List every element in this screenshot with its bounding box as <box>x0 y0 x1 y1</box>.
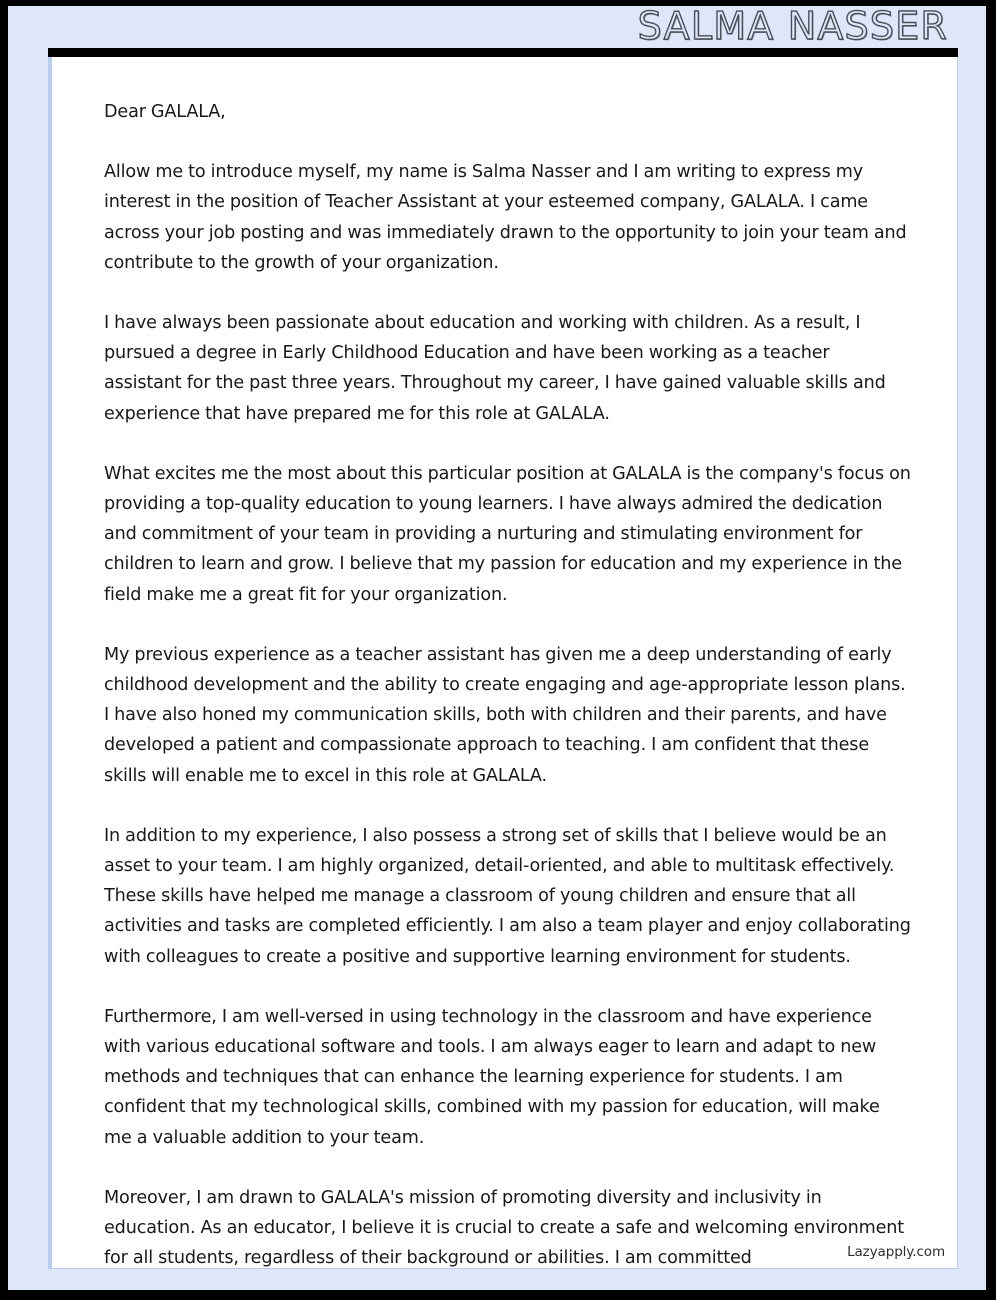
letter-paragraph: Allow me to introduce myself, my name is Salma Nasser and I am writing to express my interest in the position of Teacher Assistant at your esteemed company, GALALA. I came across your job posting and was immediately drawn to the opportunity to join your team and contribute to the growth of your organization. <box>104 162 907 273</box>
letterhead <box>8 6 986 48</box>
letter-paragraph: Moreover, I am drawn to GALALA's mission of promoting diversity and inclusivity in education. As an educator, I believe it is crucial to create a safe and welcoming environment for all students, regardless of their background or abilities. I am committed <box>104 1187 904 1269</box>
candidate-name: SALMA NASSER <box>637 6 948 48</box>
letter-paragraph: Furthermore, I am well-versed in using technology in the classroom and have experience with various educational software and tools. I am always eager to learn and adapt to new methods and techniques that can enhance the learning experience for students. I am confident that my technological skills, combined with my passion for education, will make me a valuable addition to your team. <box>104 1006 880 1148</box>
lazyapply-watermark: Lazyapply.com <box>847 1244 945 1260</box>
letter-paragraph: In addition to my experience, I also possess a strong set of skills that I believe would be an asset to your team. I am highly organized, detail-oriented, and able to multitask effectively. These skills have helped me manage a classroom of young children and ensure that all activities and tasks are completed efficiently. I am also a team player and enjoy collaborating with colleagues to create a positive and supportive learning environment for students. <box>104 825 911 967</box>
letter-paragraph: What excites me the most about this particular position at GALALA is the company's focus on providing a top-quality education to young learners. I have always admired the dedication and commitment of your team in providing a nurturing and stimulating environment for children to learn and grow. I believe that my passion for education and my experience in the field make me a great fit for your organization. <box>104 463 911 605</box>
letterhead-divider <box>48 48 958 57</box>
letter-paragraph: My previous experience as a teacher assistant has given me a deep understanding of early childhood development and the ability to create engaging and age-appropriate lesson plans. I have also honed my communication skills, both with children and their parents, and have developed a patient and compassionate approach to teaching. I am confident that these skills will enable me to excel in this role at GALALA. <box>104 644 906 786</box>
letter-body <box>48 57 958 1274</box>
letter-paragraph: I have always been passionate about education and working with children. As a result, I pursued a degree in Early Childhood Education and have been working as a teacher assistant for the past three years. Throughout my career, I have gained valuable skills and experience that have prepared me for this role at GALALA. <box>104 313 886 424</box>
salutation: Dear GALALA, <box>104 102 226 122</box>
letter-canvas <box>8 6 986 1290</box>
